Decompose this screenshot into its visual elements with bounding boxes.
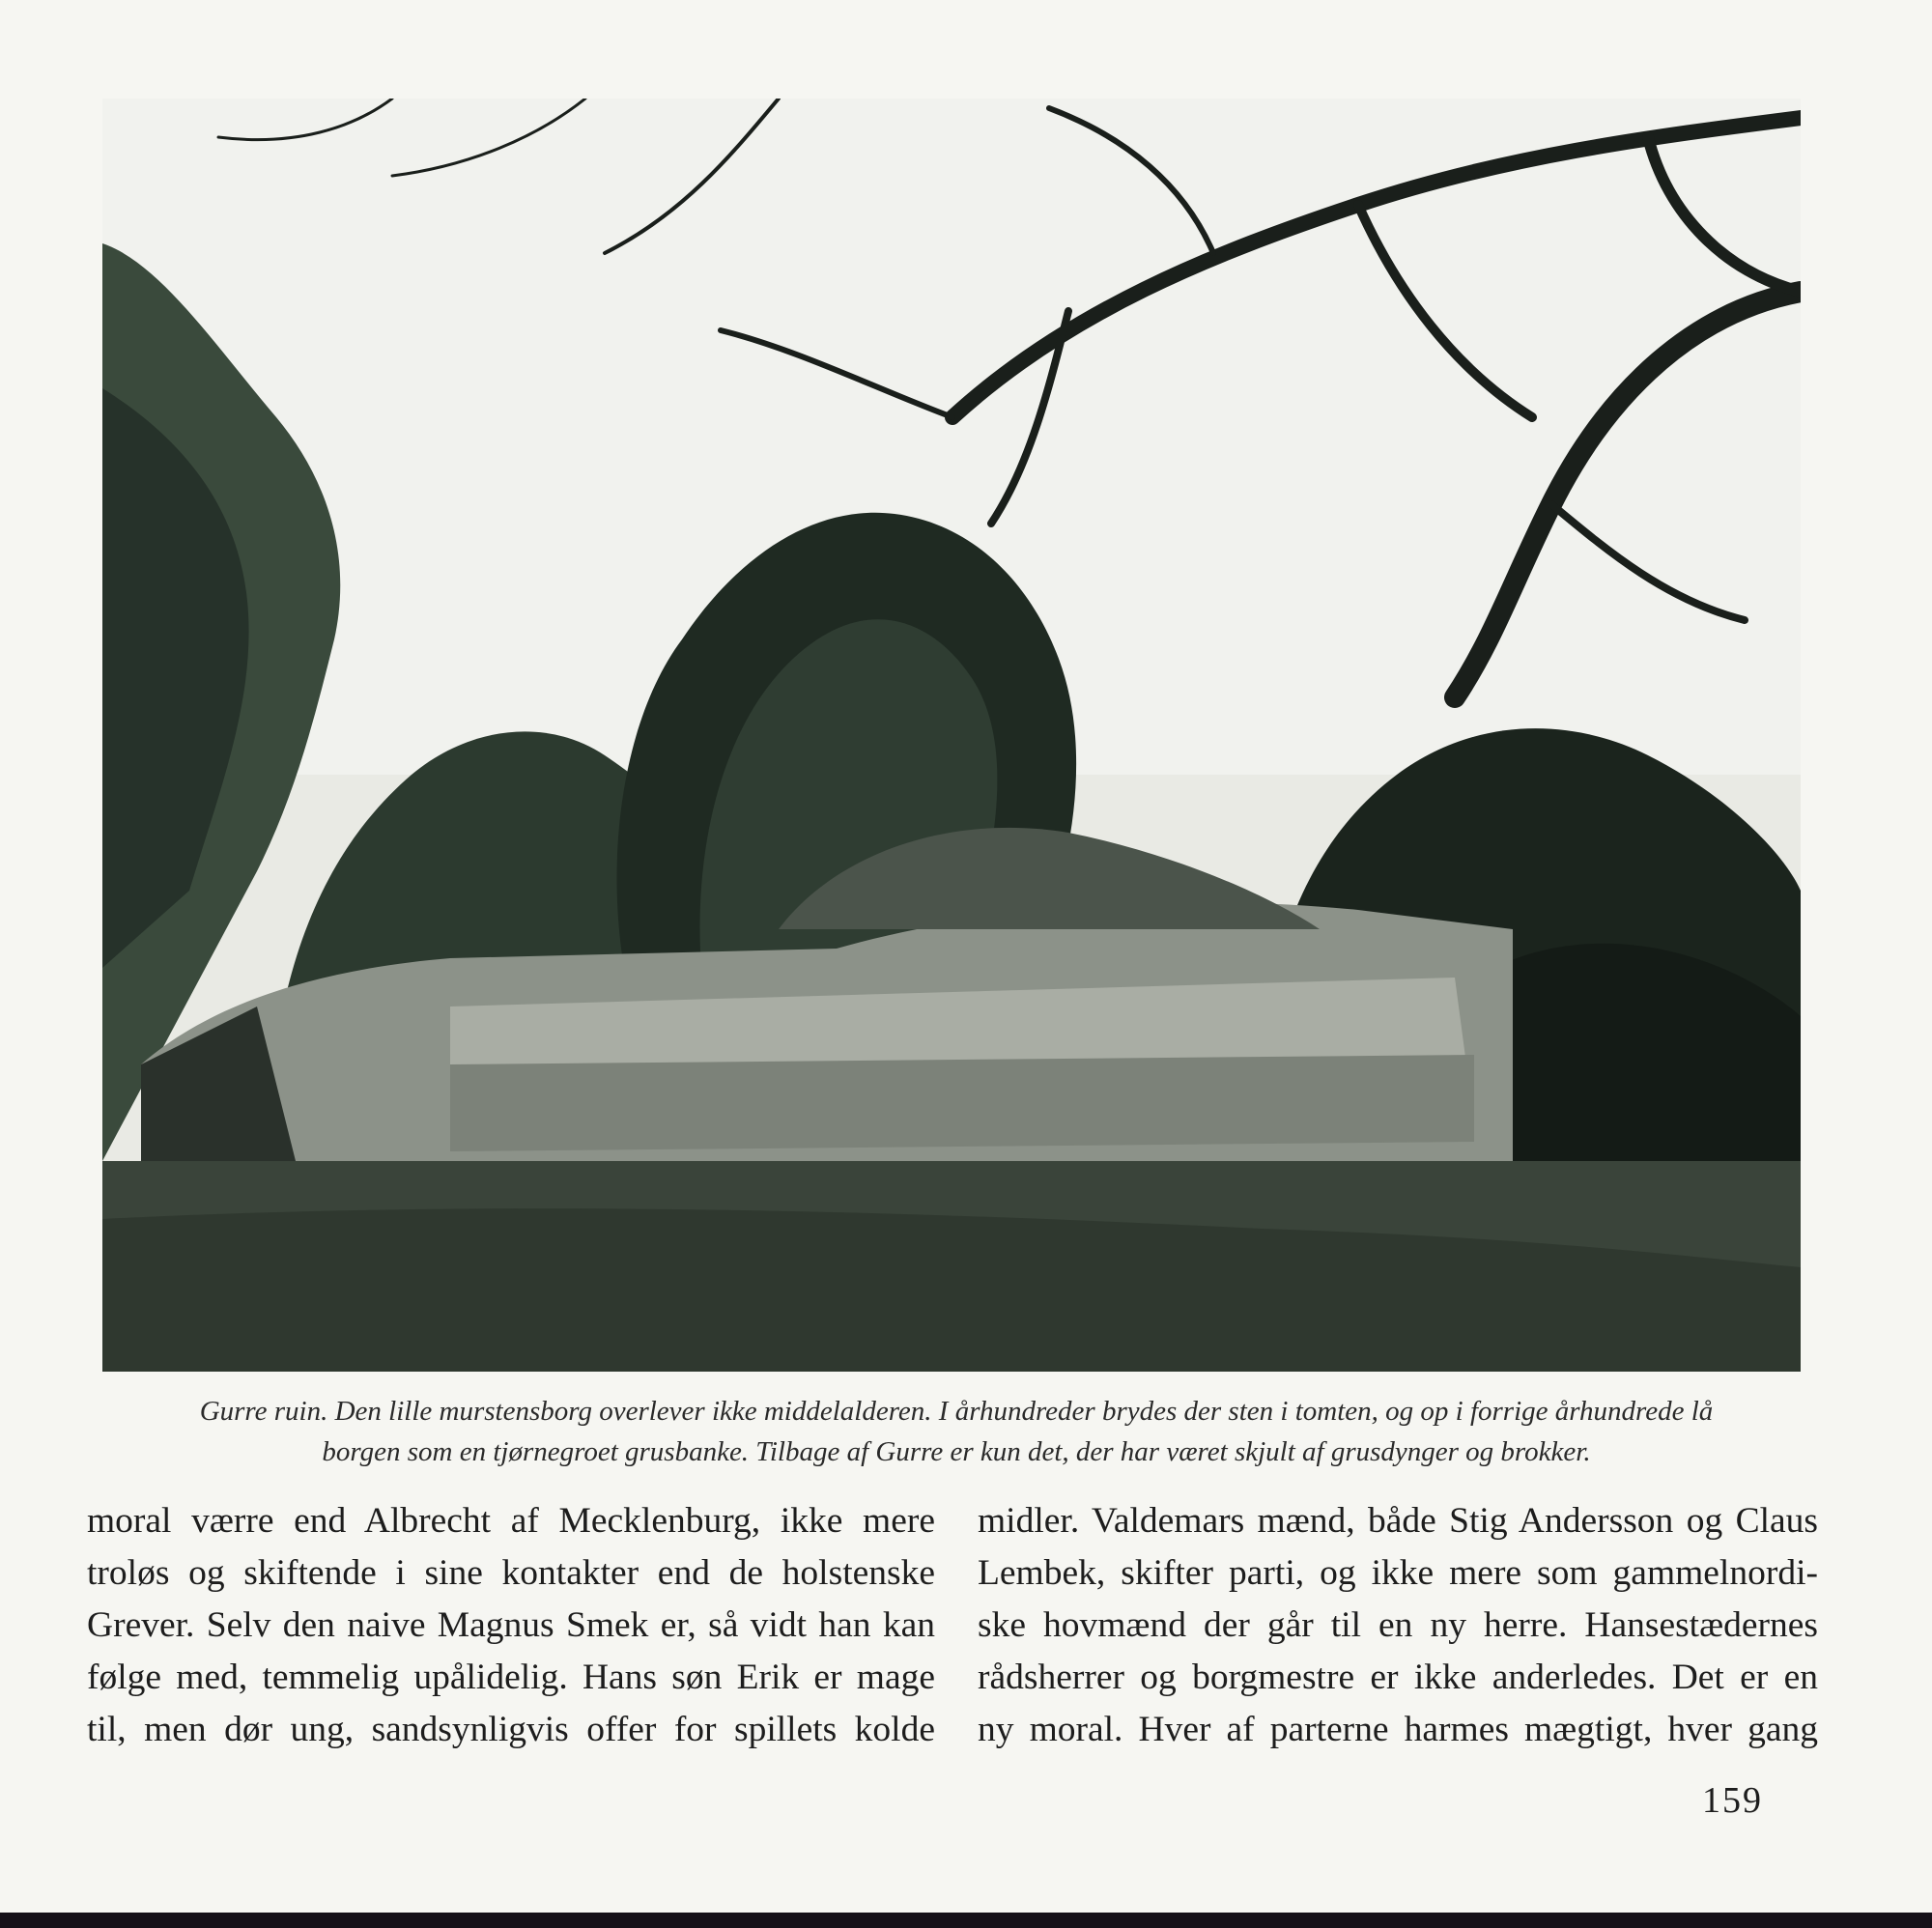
photo-illustration <box>102 99 1801 1372</box>
right-text-column <box>978 1495 1818 1756</box>
scan-edge <box>0 1913 1932 1928</box>
caption-line-1: Gurre ruin. Den lille murstensborg overlever ikke middelalderen. I århundreder brydes der sten i tomten, og op i forrige århundrede lå <box>199 1396 1714 1427</box>
body-line: midler. Valdemars mænd, både Stig Andersson og Claus <box>978 1501 1818 1541</box>
body-line: troløs og skiftende i sine kontakter end de holstenske <box>87 1553 935 1593</box>
body-line: Lembek, skifter parti, og ikke mere som gammelnordi- <box>978 1553 1818 1593</box>
body-line: ske hovmænd der går til en ny herre. Hansestædernes <box>978 1605 1818 1645</box>
left-text-column <box>87 1495 935 1756</box>
body-line: Grever. Selv den naive Magnus Smek er, så vidt han kan <box>87 1605 935 1645</box>
body-line: til, men dør ung, sandsynligvis offer for spillets kolde <box>87 1710 935 1749</box>
body-line: følge med, temmelig upålidelig. Hans søn Erik er mage <box>87 1658 935 1697</box>
body-line: rådsherrer og borgmestre er ikke anderledes. Det er en <box>978 1658 1818 1697</box>
photo-caption <box>77 1391 1835 1472</box>
page-number: 159 <box>1702 1780 1763 1821</box>
body-line: ny moral. Hver af parterne harmes mægtigt, hver gang <box>978 1710 1818 1749</box>
ruin-photograph <box>102 99 1801 1372</box>
body-line: moral værre end Albrecht af Mecklenburg, ikke mere <box>87 1501 935 1541</box>
caption-line-2: borgen som en tjørnegroet grusbanke. Tilbage af Gurre er kun det, der har været skjult af grusdynger og brokker. <box>322 1436 1591 1467</box>
